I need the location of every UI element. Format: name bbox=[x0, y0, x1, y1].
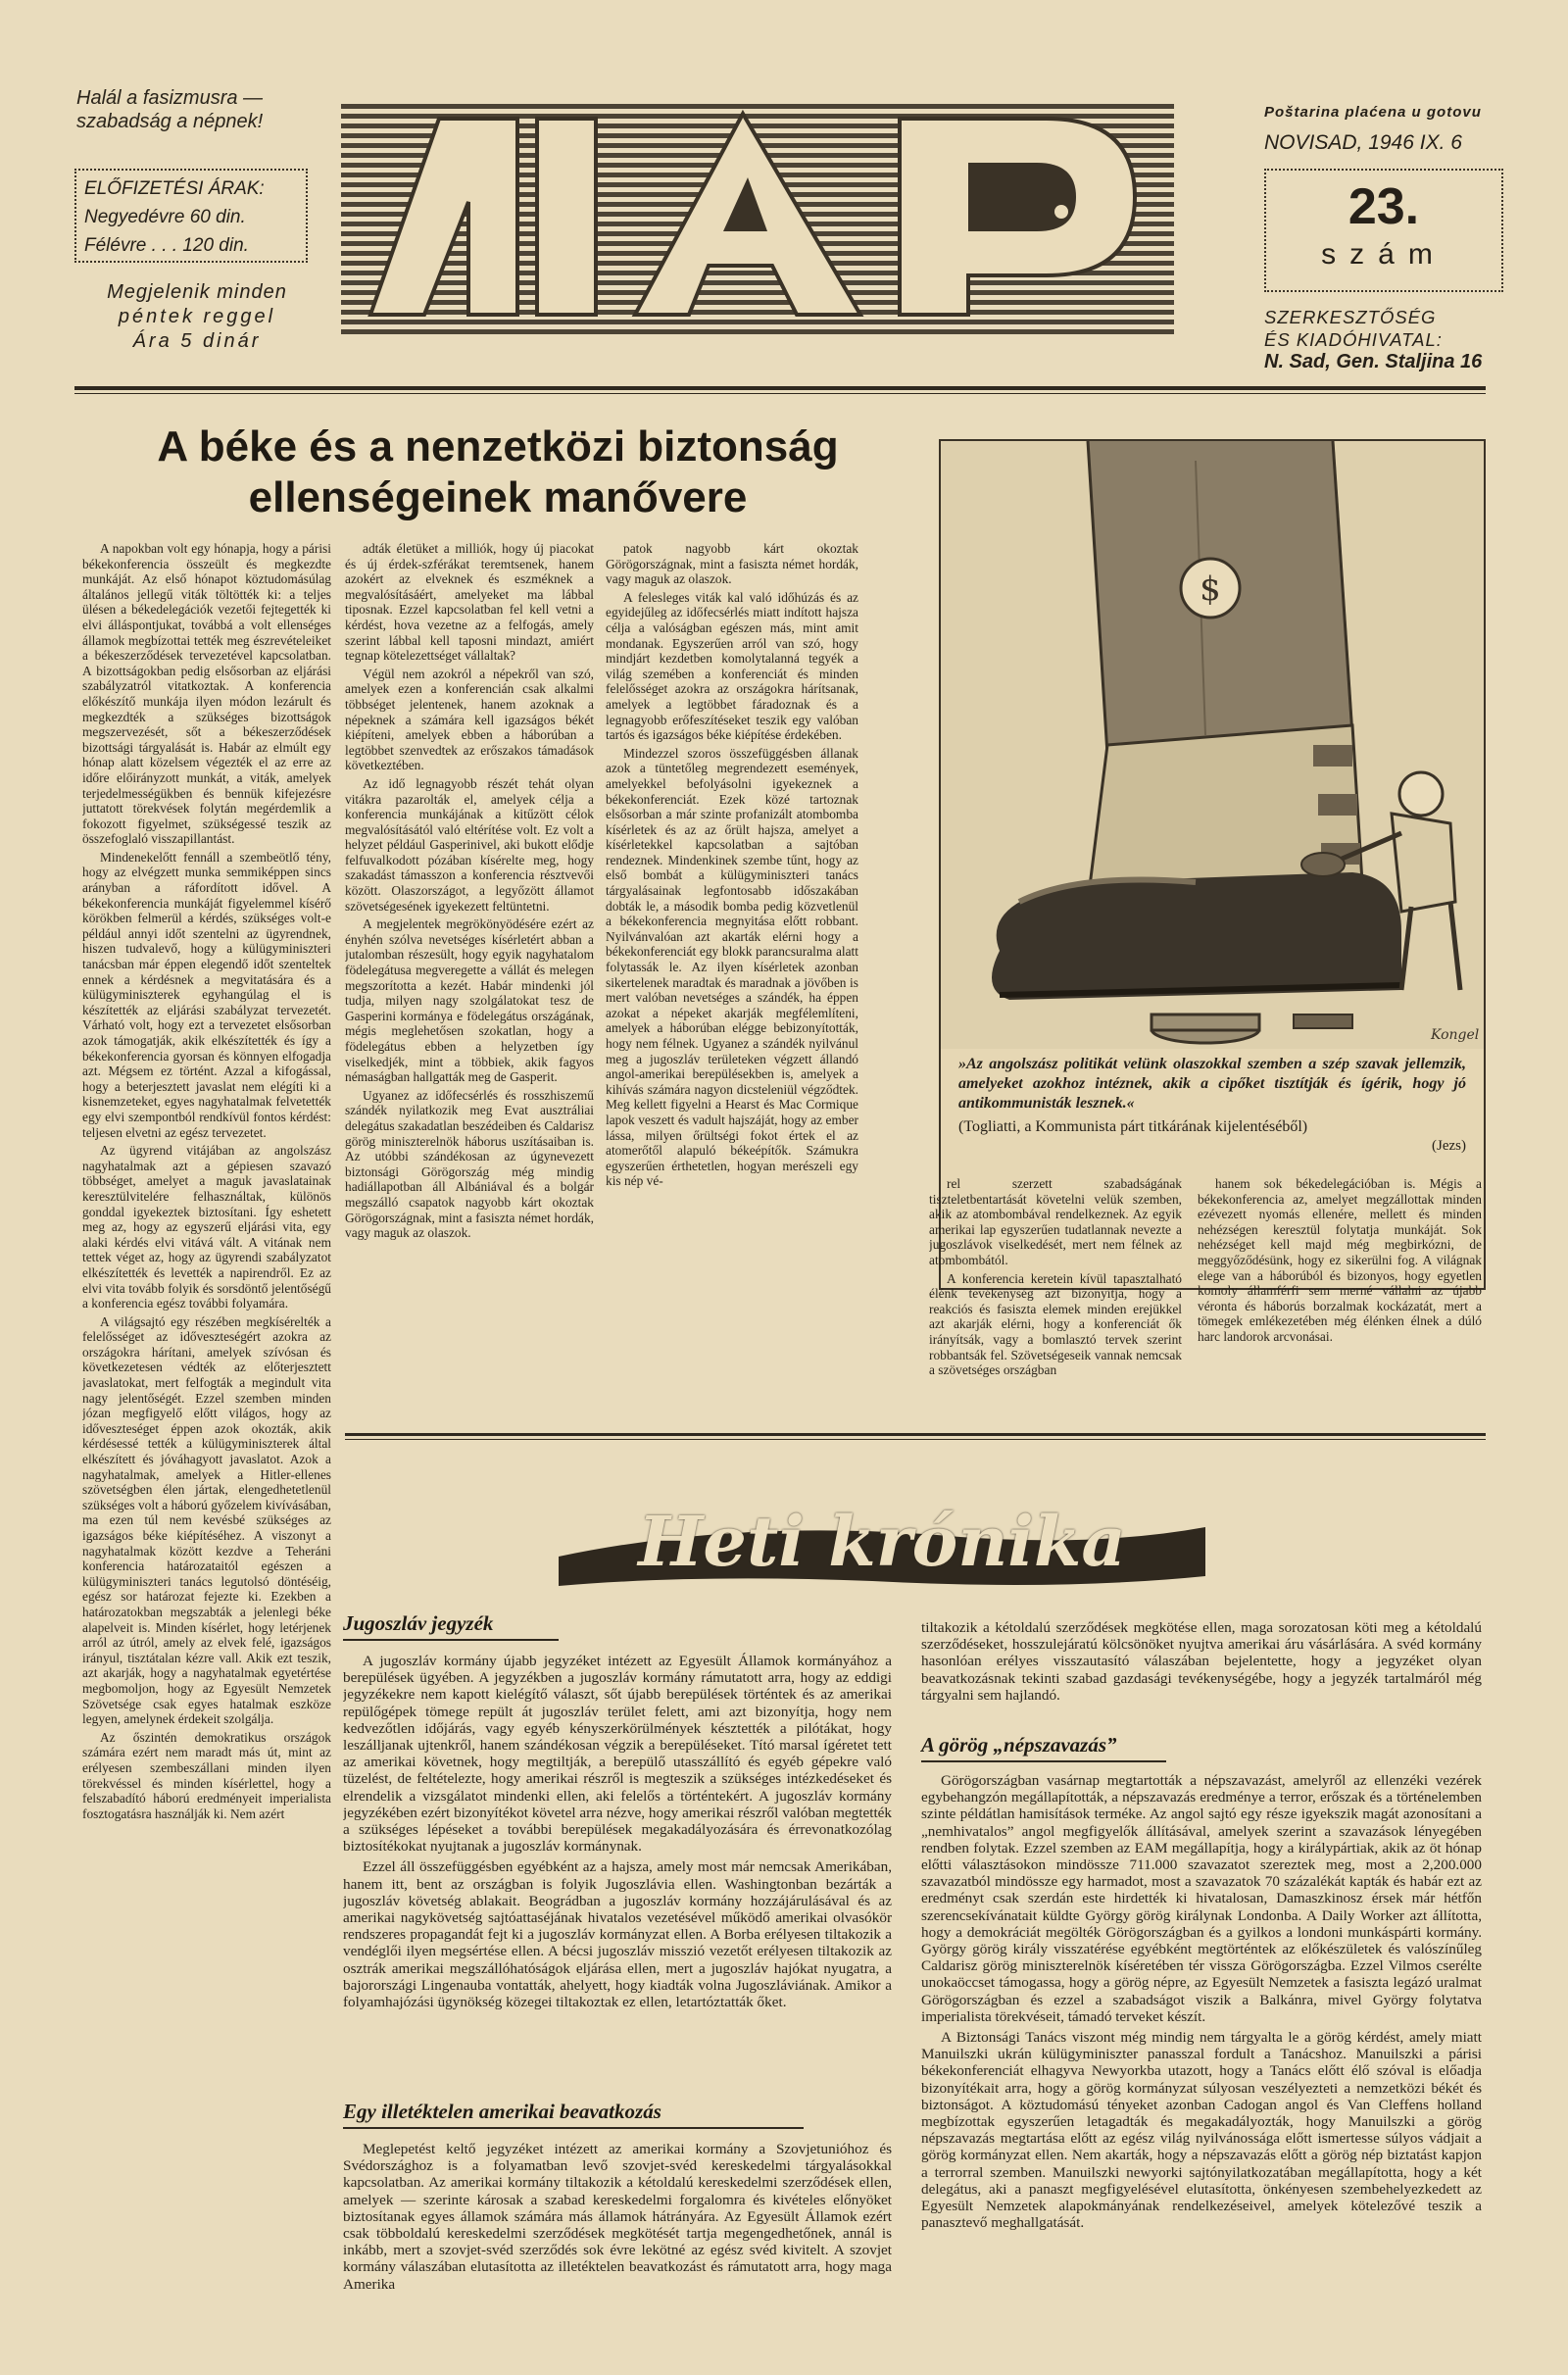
subscription-box bbox=[74, 169, 308, 263]
subscription-quarter: Negyedévre 60 din. bbox=[84, 207, 246, 227]
cartoon-illustration bbox=[941, 441, 1484, 1049]
paragraph: patok nagyobb kárt okoztak Görögországnak, mint a fasiszta német hordák, vagy maguk az olaszok. bbox=[606, 541, 858, 587]
paragraph: Mindenekelőtt fennáll a szembeötlő tény, hogy az elvégzett munka semmiképpen sincs arányban a ráfordított idővel. A békekonferencia munkáját figyelemmel kísérő körökben felmerül a kérdés, szükséges volt-e például annyi időt szentelni az ügyrendnek, hiszen tudvalevő, hogy a külügyminiszteri tanácsban már éppen elegendő időt szenteltek ennek a kérdésnek a megvitatására és a külügyminiszterek egyhangúlag el is készítették az eljárási szabályzat tervezetét. Várható volt, hogy ezt a tervezetet elsősorban azok támogatják, akik elkészítették és így a békekonferencia gyorsan és könnyen elfogadja azt. Mégsem ez történt. Azzal a kifogással, hogy a beterjesztett javaslat nem elégíti ki a kisnemzeteket, egyes nagyhatalmak felvetették egy elvi szempontból rendkívül fontos kérdést: teljesen elvetni az egész tervezetet. bbox=[82, 849, 331, 1140]
masthead-rule-thin bbox=[74, 393, 1486, 394]
section-body-greek-plebiscite bbox=[921, 1772, 1482, 2350]
paragraph: A felesleges viták kal való időhúzás és az egyidejűleg az időfecsérlés miatt indított hajsza célja a valóságban egészen más, mint amit mondanak. Egyszerűen arról van szó, hogy mindjárt kezdetben komolytalanná tegyék a világ szemében a konferenciát és minden felelősséget azokra az országokra hárítsanak, amelyek a legtöbbet fáradoznak és a legnagyobb erőfeszítéseket teszik egy valóban tartós és igazságos béke kiépítése érdekében. bbox=[606, 589, 858, 743]
editorial-line: ÉS KIADÓHIVATAL: bbox=[1264, 329, 1443, 350]
paragraph: Meglepetést keltő jegyzéket intézett az amerikai kormány a Szovjetunióhoz és Svédországhoz is a folyamatban levő szovjet-svéd kereskedelmi tárgyalásokkal kapcsolatban. Az amerikai kormány tiltakozik a kétoldalú kereskedelmi szerződések ellen, amelyek — szerinte károsak a szabad kereskedelmi forgalomra és kivételes előnyöket biztosítanak egyes államok számára más államok hátrányára. Az Egyesült Államok ezért csak többoldalú kereskedelmi szerződések megkötését tartja megengedhetőnek, annál is inkább, mert a szovjet-svéd szerződés sok évre lekötné az egész svéd kivitelt. A szovjet kormány válaszában elutasította az illetéktelen beavatkozást és rámutatott arra, hogy maga Amerika bbox=[343, 2141, 892, 2293]
headline-line: A béke és a nenzetközi biztonság bbox=[157, 422, 839, 470]
editorial-line: SZERKESZTŐSÉG bbox=[1264, 307, 1437, 327]
paragraph: Végül nem azokról a népekről van szó, amelyek ezen a konferencián csak alkalmi többséget jelentenek, hanem azoknak a népeknek a számára kell igazságos békét kiépíteni, amelyek ebben a háborúban a legtöbbet szenvedtek az erőszakos támadások következtében. bbox=[345, 666, 594, 773]
paragraph: Görögországban vasárnap megtartották a népszavazást, amelyről az ellenzéki vezérek egybehangzón megállapították, a népszavazás eredménye a terror, erőszak és a történelemben szinte példátlan hamisítások terméke. Az angol sajtó egy része igyekszik magát azonosítani a „nemhivatalos” angol megfigyelők állításával, amelyek szerint a szavazások lényegében rendben folytak. Ezzel szemben az EAM megállapítja, hogy a királypártiak, akik az öt hónap előtti választásokon mindössze 711.000 szavazatot szereztek meg, most a 2,200.000 szavazatból mindössze egy harmadot, most a szavazatok 70 százalékát kapták és habár ezt az eredményt csak szerdán este hirdették ki hivatalosan, Damaszkinosz érsek már hétfőn szerencsekívánatait küldte György görög királynak Londonba. A Daily Worker azt állította, hogy a demokráciát megölték Görögországban és a gyilkos a londoni munkáspárti kormány. György görög király visszatérése egyébként megtörténtek az előkészületek és valószínűleg Caldarisz görög miniszterelnök kíséretében tér vissza Görögországba. Ezzel Vilmos cserélte unokaöccset támogassa, hogy a görög népre, az Egyesült Nemzetek a fasiszta legázó uralmat Görögországban és ezzel a szabadságot viszik a Balkánra, mivel György folytatva imperialista törekvéseit, támadó terveket készít. bbox=[921, 1772, 1482, 2025]
issue-number-box bbox=[1264, 169, 1503, 292]
lead-headline bbox=[67, 421, 929, 523]
section-body-yugoslav-note bbox=[343, 1653, 892, 2098]
paragraph: Ugyanez az időfecsérlés és rosszhiszemű szándék nyilatkozik meg Evat ausztráliai delegátus szakadatlan beszédeiben és Caldarisz görög miniszterelnök háborus uszításaiban is. Az utóbbi szándékosan az úgynevezett biztonsági Görögország még mindig hadiállapotban áll Albániával és a bolgár megszálló csapatok nagyobb kárt okoztak Görögországnak, mint a fasiszta német hordák, vagy maguk az olaszok. bbox=[345, 1087, 594, 1241]
masthead-rule bbox=[74, 386, 1486, 390]
cartoon bbox=[939, 439, 1486, 1290]
paragraph: A jugoszláv kormány újabb jegyzéket intézett az Egyesült Államok kormányához a berepülések ügyében. A jegyzékben a jugoszláv kormány rámutatott arra, hogy az eddigi jegyzékekre nem kapott kielégítő választ, sőt újabb berepülések történtek és az amerikai repülőgépek tömege repült át jugoszláv terület felett, ami azt bizonyítja, hogy nem kedvezőtlen időjárás, vagy egyéb kényszerkörülmények késztették a pilótákat, hogy leszálljanak ujtenkről, hanem szándékosan végzik a berepüléseket. Tító marsal ígéretet tett az amerikai követnek, hogy megtiltják, a berepülő utasszállító és egyéb gépekre való tüzelést, de feltételezte, hogy amerikai részről is megteszik a szükséges intézkedéseket és elrendelik a vizsgálatot mindenki ellen, aki felelős a történtekért. A jugoszláv kormány jegyzékében ezért bizonyítékot követel arra nézve, hogy amerikai részről valóban megtették a szükséges lépéseket a további berepülések megakadályozására és érrevonatkozólag biztosítékokat nyujtanak a jugoszláv kormánynak. bbox=[343, 1653, 892, 1855]
weekly-banner bbox=[549, 1478, 1215, 1606]
lead-column-4 bbox=[929, 1176, 1182, 1425]
section-title-greek-plebiscite: A görög „népszavazás” bbox=[921, 1733, 1117, 1757]
paragraph: Az idő legnagyobb részét tehát olyan vitákra pazarolták el, amelyek célja a konferencia munkájának a kitűzött célok megvalósításától való eltérítése volt. Ez volt a helyzet például Gasperinivel, aki bukott elődje felfuvalkodott pózában kísérelte meg, hogy szakadást támasszon a konferencia résztvevői között. Olaszországot, a legyőzött államot szövetségesének igyekezett feltüntetni. bbox=[345, 775, 594, 914]
postal-note: Poštarina plaćena u gotovu bbox=[1264, 104, 1482, 121]
weekly-banner-title: Heti krónika bbox=[638, 1501, 1126, 1582]
lead-column-5 bbox=[1198, 1176, 1482, 1425]
issue-date: NOVISAD, 1946 IX. 6 bbox=[1264, 131, 1462, 154]
article-end-rule-thin bbox=[345, 1439, 1486, 1440]
paragraph: Az őszintén demokratikus országok számára ezért nem maradt más út, mint az erélyesen szembeszállani minden ilyen törekvéssel és minden kísérlettel, hogy a felszabadító háború eredményeit imperialista fosztogatásra használják ki. Nem azért bbox=[82, 1729, 331, 1821]
headline-line: ellenségeinek manővere bbox=[248, 473, 748, 521]
lead-column-1 bbox=[82, 541, 331, 2307]
paragraph: tiltakozik a kétoldalú szerződések megkötése ellen, maga sorozatosan köti meg a kétoldalú szerződéseket, hosszulejáratú kölcsönöket nyujtva amerikai áru vásárlására. A svéd kormány hasonlóan erélyes visszautasító válaszában bejelentette, hogy a jegyzéket olyan beavatkozásnak tekinti szabad gazdasági tevékenységébe, hogy a jegyzék tartalmáról még tárgyalni sem hajlandó. bbox=[921, 1619, 1482, 1704]
schedule-line: Megjelenik minden bbox=[107, 281, 287, 303]
article-end-rule bbox=[345, 1433, 1486, 1436]
section-underline bbox=[343, 2127, 804, 2129]
paragraph: A világsajtó egy részében megkísérelték a felelősséget az időveszteségért azokra az országokra hárítani, amelyek szívósan és következetesen védték az előterjesztett javaslatokat, mert felfogták a megindult vita nagy jelentőségét. Ezzel szemben minden józan megfigyelő előtt világos, hogy az időveszteséget éppen azok okozták, akik kérdésessé tették a külügyminiszterek által elkészített és jóváhagyott javaslatot. Azok a nagyhatalmak, amelyek a Hitler-ellenes szövetségben élen jártak, elengedhetetlenül szükséges volt a háború győzelem kivívásában, ma ezen túl nem kevésbé szükséges az igazságos béke kiépítéséhez. A viszonyt a nagyhatalmak között kezdve a Teheráni konferencia határozataitól egészen a külügyminiszteri tanács legutolsó döntéséig, egész sor határozat fejezte ki. Ezekben a határozatokban megszabták a jelenlegi béke alapelveit is. Minden kísérlet, hogy letérjenek arról az útról, amely az elvek felé, igazságos irányul, tisztátalan kézre vall. Akik ezt teszik, azt akarják, hogy a nagyhatalmak egyetértése megbomoljon, hogy az Egyesült Nemzetek Szövetsége csak egyes hatalmak eszköze legyen, amelynek érdekeit szolgálja. bbox=[82, 1313, 331, 1727]
lead-column-2 bbox=[345, 541, 594, 1455]
paragraph: hanem sok békedelegációban is. Mégis a békekonferencia az, amelyet megzállottak minden ezévezett nyomás ellenére, mellett és minden nehézségen keresztül folytatja munkáját. Sok nehézséget kell majd még megbirkózni, de meggyőződésünk, hogy ez sikerülni fog. A világnak elege van a háborúból és bizonyos, hogy egyetlen komoly államférfi sem merné vállalni az újabb véronta és háborús borzalmak kockázatát, mert a tömegek emlékezetében még élénken élnek a dúló harc landorok arcvonásai. bbox=[1198, 1176, 1482, 1344]
schedule bbox=[74, 280, 319, 354]
svg-text:$: $ bbox=[1200, 569, 1221, 609]
schedule-line: péntek reggel bbox=[118, 306, 276, 327]
paragraph: A Biztonsági Tanács viszont még mindig nem tárgyalta le a görög kérdést, amely miatt Manuilszki ukrán külügyminiszter panasszal fordult a Tanácshoz. Manuilszki a párisi békekonferenciát elhagyva Newyorkba utazott, hogy a Tanács előtt élő szóval is előadja bizonyítékait arra, hogy a görög kormányzat súlyosan veszélyezteti a nemzetközi békét és biztonságot. A köztudomású tényeket azonban Cadogan angol és Van Cleffens holland megbízottak egyszerűen letagadták és megakadályozták, hogy Manuilszki a görög népszavazás megtartása előtt az egész világ nyilvánossága előtt ismertesse súlyos vádjait a görög kormányzat ellen. Nem akarták, hogy a népszavazás előtt a görög nép biztatást kapjon a terrorral szemben. Manuilszki newyorki sajtónyilatkozatában megállapította, hogy a két delegátus, aki a panaszt megfigyelésével elutasította, önkényesen szembehelyezkedett az Egyesült Nemzetek alapokmányának rendelkezéseivel, amelyek kötelezővé teszik a panasztevő meghallgatását. bbox=[921, 2029, 1482, 2232]
issue-number: 23. bbox=[1348, 178, 1420, 235]
subscription-title: ELŐFIZETÉSI ÁRAK: bbox=[84, 178, 265, 199]
slogan-text: Halál a fasizmusra — szabadság a népnek! bbox=[76, 87, 264, 132]
editorial-office bbox=[1264, 306, 1514, 373]
section-underline bbox=[343, 1639, 559, 1641]
paragraph: Az ügyrend vitájában az angolszász nagyhatalmak azt a gépiesen szavazó többséget, amelyet a maguk javaslatainak keresztülvitelére felhasználtak, különös gonddal igyekeztek biztosítani. Így eshetett meg az, hogy az egyszerű eljárási vita, egy alaki kérdés elvi vitává vált. A vitának nem tettek véget az, hogy az ügyrendi szabályzatot elkészítették és levették a napirendről. Ez az elvi vita tovább folyik és sorsdöntő jelentőségű a konferencia egész további folyamára. bbox=[82, 1143, 331, 1311]
section-body-intervention-cont bbox=[921, 1619, 1482, 1735]
cartoon-artist: (Jezs) bbox=[1432, 1138, 1466, 1154]
paragraph: A napokban volt egy hónapja, hogy a párisi békekonferencia összeült és megkezdte munkáját. Az első hónapot köztudomásúlag általános jellegű viták töltötték ki: a teljes ülésen a békedelegációk vezetői fejtegették ki elvi álláspontjukat, továbbá a volt ellenséges államok megbízottai tették meg észrevételeiket a békeszerződések tervezetével kapcsolatban. A bizottságokban pedig elsősorban az eljárási szabályzatról vitatkoztak. A konferencia előkészítő munkája ilyen módon lezárult és megkezdték a szükséges bizottságok megszervezését, sőt a békeszerződések bizottsági tárgyalását is. Habár az elmúlt egy hónap alatt közelsem végezték el az erre az időre előirányzott munkát, a viták, amelyek terjedelmességükben és bennük kifejezésre juttatott törekvések folytán megérdemlik a fokozott figyelmet, szükségessé teszik az összefoglaló visszapillantást. bbox=[82, 541, 331, 847]
paragraph: rel szerzett szabadságának tiszteletbentartását követelni velük szemben, akik az atombombával rendelkeznek. Az egyik amerikai lap egyszerűen tudatlannak nevezte a jugoszlávok viselkedését, mert nem félnek az atombombától. bbox=[929, 1176, 1182, 1267]
editorial-address: N. Sad, Gen. Staljina 16 bbox=[1264, 351, 1483, 372]
paragraph: Mindezzel szoros összefüggésben állanak azok a tüntetőleg megrendezett események, amelyekkel befolyásolni igyekeznek a békekonferenciát. Ezek közé tartoznak elsősorban a már szinte profanizált atombomba kísérletek és az az őrült hajsza, amelyet a kísérletekkel kapcsolatban a sajtóban rendeznek. Mindenkinek szembe tűnt, hogy az első bombát a külügyminiszteri tanács tárgyalásainak legfontosabb időszakában dobták le, a második bomba pedig közvetlenül a békekonferencia megnyitása előtt robbant. Nyilvánvalóan azt akarták elérni hogy a békekonferenciát egy blokk parancsuralma alatt folytassák le. Az ilyen kísérletek azonban sikertelenek maradtak és maradnak a jövőben is mert valóban nevetséges a szándék, ha éppen azokat a népeket akarják megfélemlíteni, amelyek a háborúban elégge bebizonyították, hogy nem félnek. Ugyanez a szándék nyilvánul meg a jugoszláv területeken végzett állandó angol-amerikai berepülésekben is, amelyek a kihívás számára nagyon dicsteleniül végződtek. Meg kellett figyelni a Hearst és Mac Cormique lapok veszett és vadult hajszáját, hogy az ember lássa, milyen őrültségi fokot értek el az atomerőtől alapuló békeépítők. Számukra egyszerűen érthetetlen, hogyan merészeli egy kis nép vé- bbox=[606, 745, 858, 1189]
cartoon-signature: Kongel bbox=[1431, 1027, 1480, 1043]
lead-column-3 bbox=[606, 541, 858, 1455]
newspaper-logo bbox=[331, 94, 1184, 349]
paragraph: A megjelentek megrökönyödésére ezért az ényhén szólva nevetséges kísérletért abban a jutalomban részesült, hogy egyik nagyhatalom födelegátusa megveregette a vállát és melegen megszorította a kezét. Habár mindenki jól tudja, milyen nagy szolgálatokat tesz de Gasperini kormánya e födelegátus országának, mégis meglehetősen szokatlan, hogy a födelegátus ebben a helyzetben így viselkedjék, mint a többiek, akik fagyos némaságban hallgatták meg de Gasperit. bbox=[345, 916, 594, 1085]
slogan bbox=[76, 86, 321, 133]
issue-word: szám bbox=[1321, 238, 1446, 271]
cartoon-source: (Togliatti, a Kommunista párt titkárának kijelentéséből) bbox=[958, 1118, 1308, 1135]
section-underline bbox=[921, 1760, 1166, 1762]
cartoon-caption: »Az angolszász politikát velünk olaszokkal szemben a szép szavak jellemzik, amelyeket azokhoz intéznek, akik a cipőket tisztítják és ígérik, hogy jó antikommunisták lesznek.« bbox=[958, 1056, 1466, 1112]
section-title-yugoslav-note: Jugoszláv jegyzék bbox=[343, 1611, 494, 1635]
schedule-line: Ára 5 dinár bbox=[132, 330, 262, 352]
section-title-american-intervention: Egy illetéktelen amerikai beavatkozás bbox=[343, 2100, 662, 2123]
paragraph: adták életüket a milliók, hogy új piacokat és új érdek-szférákat teremtsenek, hanem azokért az elveknek és eszméknek a megvalósításáért, amelyeket ma lábbal tiposnak. Ezzel kapcsolatban fel kell vetni a kérdést, hova vezetne az a felfogás, amely szerint lábbal kell taposni mindazt, amiért tegnap kötelezettséget vállaltak? bbox=[345, 541, 594, 664]
paragraph: Ezzel áll összefüggésben egyébként az a hajsza, amely most már nemcsak Amerikában, hanem itt, bent az országban is folyik Jugoszlávia ellen. Washingtonban bezárták a jugoszláv követség ablakait. Beográdban a jugoszláv kormány hozzájárulásával és az amerikai nagykövetség sajtóattaséjának hivatalos vezetésével működő amerikai olvasókör rendszeres propagandát fejt ki a jugoszláv kormányzat ellen. A Borba erélyesen tiltakozik a vendéglői ilyen megsértése ellen. A bécsi jugoszláv misszió vezetőt erélyesen tiltakozik az osztrák amerikai megszállóhatóságok eljárása ellen, mert a jugoszláv hajókat nyugatra, a bajorországi Lingenauba vontatták, ahelyett, hogy kiadták volna Jugoszláviának. Amikor a folyamhajózási ügynökség közegei tiltakoztak ez ellen, letartóztatták őket. bbox=[343, 1858, 892, 2011]
subscription-half: Félévre . . . 120 din. bbox=[84, 235, 249, 256]
logo-graphic bbox=[331, 94, 1184, 349]
paragraph: A konferencia keretein kívül tapasztalható élénk tevékenység azt bizonyítja, hogy a reakciós és fasiszta elemek minden erejükkel azt akarják elérni, hogy a konferenciát ők irányítsák, vagy a bomlasztó tervek szerint robbantsák fel. Szövetségeseik vannak nemcsak a szövetséges országban bbox=[929, 1270, 1182, 1378]
section-body-american-intervention bbox=[343, 2141, 892, 2349]
